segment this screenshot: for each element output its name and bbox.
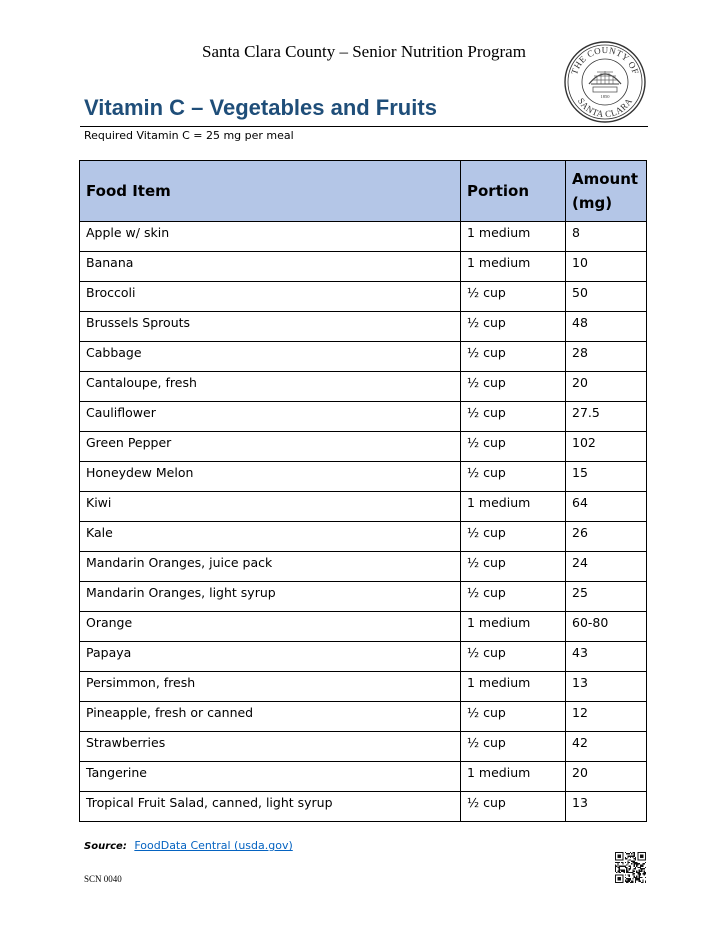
food-item-cell: Pineapple, fresh or canned xyxy=(80,702,461,732)
header-amount xyxy=(566,161,647,222)
food-item-cell: Banana xyxy=(80,252,461,282)
seal-bottom-text: SANTA CLARA xyxy=(575,96,635,120)
source-line xyxy=(84,839,293,852)
table-row xyxy=(80,252,647,282)
portion-cell: ½ cup xyxy=(461,312,566,342)
table-row xyxy=(80,522,647,552)
header-portion: Portion xyxy=(461,161,566,222)
header-amount-line2: (mg) xyxy=(572,194,613,212)
food-item-cell: Cantaloupe, fresh xyxy=(80,372,461,402)
seal-year: 1850 xyxy=(600,94,610,99)
table-row xyxy=(80,282,647,312)
food-item-cell: Green Pepper xyxy=(80,432,461,462)
food-item-cell: Mandarin Oranges, light syrup xyxy=(80,582,461,612)
food-item-cell: Cauliflower xyxy=(80,402,461,432)
food-item-cell: Honeydew Melon xyxy=(80,462,461,492)
qr-code-icon xyxy=(615,852,646,883)
portion-cell: ½ cup xyxy=(461,522,566,552)
amount-cell: 12 xyxy=(566,702,647,732)
seal-top-text: THE COUNTY OF xyxy=(569,44,641,76)
table-row xyxy=(80,342,647,372)
portion-cell: ½ cup xyxy=(461,462,566,492)
portion-cell: ½ cup xyxy=(461,372,566,402)
portion-cell: 1 medium xyxy=(461,762,566,792)
header-amount-line1: Amount xyxy=(572,170,639,188)
table-row xyxy=(80,582,647,612)
portion-cell: ½ cup xyxy=(461,432,566,462)
amount-cell: 102 xyxy=(566,432,647,462)
amount-cell: 13 xyxy=(566,672,647,702)
table-row xyxy=(80,612,647,642)
portion-cell: ½ cup xyxy=(461,402,566,432)
county-seal-icon xyxy=(563,40,647,124)
table-row xyxy=(80,642,647,672)
food-item-cell: Kiwi xyxy=(80,492,461,522)
food-item-cell: Kale xyxy=(80,522,461,552)
food-item-cell: Papaya xyxy=(80,642,461,672)
amount-cell: 15 xyxy=(566,462,647,492)
food-item-cell: Tangerine xyxy=(80,762,461,792)
amount-cell: 8 xyxy=(566,222,647,252)
source-label: Source: xyxy=(84,841,127,852)
food-item-cell: Tropical Fruit Salad, canned, light syrup xyxy=(80,792,461,822)
amount-cell: 27.5 xyxy=(566,402,647,432)
table-row xyxy=(80,552,647,582)
table-header-row xyxy=(80,161,647,222)
amount-cell: 20 xyxy=(566,762,647,792)
table-row xyxy=(80,372,647,402)
portion-cell: ½ cup xyxy=(461,702,566,732)
portion-cell: ½ cup xyxy=(461,282,566,312)
portion-cell: ½ cup xyxy=(461,552,566,582)
portion-cell: 1 medium xyxy=(461,252,566,282)
food-item-cell: Broccoli xyxy=(80,282,461,312)
portion-cell: ½ cup xyxy=(461,642,566,672)
portion-cell: ½ cup xyxy=(461,792,566,822)
title-divider xyxy=(80,126,648,127)
table-row xyxy=(80,762,647,792)
amount-cell: 28 xyxy=(566,342,647,372)
table-row xyxy=(80,222,647,252)
portion-cell: 1 medium xyxy=(461,672,566,702)
vitamin-c-table xyxy=(79,160,647,822)
food-item-cell: Persimmon, fresh xyxy=(80,672,461,702)
table-row xyxy=(80,312,647,342)
table-row xyxy=(80,732,647,762)
table-row xyxy=(80,432,647,462)
portion-cell: ½ cup xyxy=(461,342,566,372)
amount-cell: 10 xyxy=(566,252,647,282)
food-item-cell: Cabbage xyxy=(80,342,461,372)
food-item-cell: Apple w/ skin xyxy=(80,222,461,252)
page-title: Vitamin C – Vegetables and Fruits xyxy=(84,95,437,120)
food-item-cell: Orange xyxy=(80,612,461,642)
vitamin-requirement-note: Required Vitamin C = 25 mg per meal xyxy=(84,129,294,142)
amount-cell: 60-80 xyxy=(566,612,647,642)
portion-cell: 1 medium xyxy=(461,492,566,522)
fooddata-central-link[interactable]: FoodData Central (usda.gov) xyxy=(134,839,293,852)
food-item-cell: Brussels Sprouts xyxy=(80,312,461,342)
table-row xyxy=(80,402,647,432)
amount-cell: 43 xyxy=(566,642,647,672)
header-food-item: Food Item xyxy=(80,161,461,222)
amount-cell: 50 xyxy=(566,282,647,312)
amount-cell: 25 xyxy=(566,582,647,612)
portion-cell: ½ cup xyxy=(461,582,566,612)
food-item-cell: Mandarin Oranges, juice pack xyxy=(80,552,461,582)
table-row xyxy=(80,462,647,492)
amount-cell: 64 xyxy=(566,492,647,522)
food-item-cell: Strawberries xyxy=(80,732,461,762)
table-row xyxy=(80,792,647,822)
portion-cell: ½ cup xyxy=(461,732,566,762)
amount-cell: 48 xyxy=(566,312,647,342)
table-row xyxy=(80,492,647,522)
amount-cell: 26 xyxy=(566,522,647,552)
amount-cell: 42 xyxy=(566,732,647,762)
amount-cell: 24 xyxy=(566,552,647,582)
portion-cell: 1 medium xyxy=(461,222,566,252)
table-row xyxy=(80,672,647,702)
organization-header: Santa Clara County – Senior Nutrition Program xyxy=(202,42,526,61)
table-body xyxy=(80,222,647,822)
table-row xyxy=(80,702,647,732)
portion-cell: 1 medium xyxy=(461,612,566,642)
amount-cell: 20 xyxy=(566,372,647,402)
document-code: SCN 0040 xyxy=(84,874,122,884)
amount-cell: 13 xyxy=(566,792,647,822)
